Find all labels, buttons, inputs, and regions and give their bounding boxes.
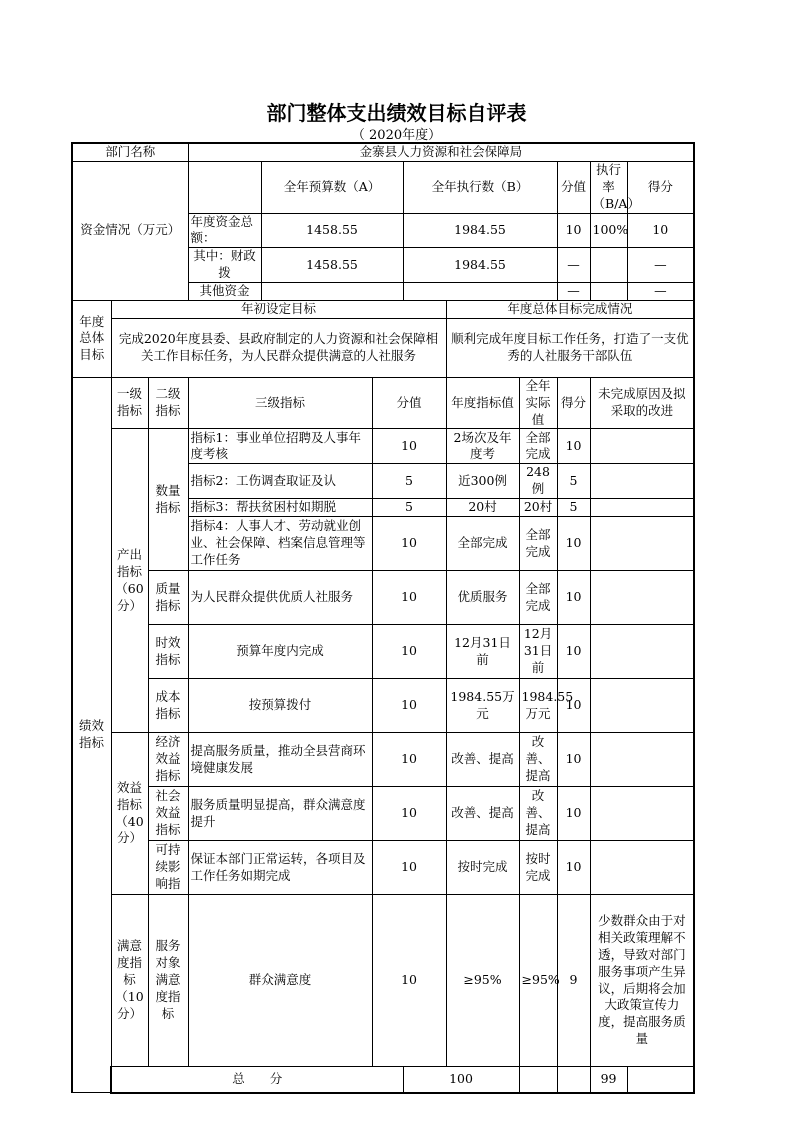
perf-l2-quality: 质量指标 bbox=[148, 571, 188, 625]
perf-l1-satisfaction: 满意度指标（10分） bbox=[111, 895, 148, 1067]
perf-reason bbox=[590, 464, 694, 499]
total-reason bbox=[627, 1067, 694, 1093]
funds-header-actual: 全年执行数（B） bbox=[403, 161, 557, 213]
perf-l2-quantity: 数量指标 bbox=[148, 429, 188, 571]
perf-reason bbox=[590, 679, 694, 733]
perf-l2-sustainable: 可持续影响指 bbox=[148, 841, 188, 895]
perf-score-value: 10 bbox=[372, 679, 446, 733]
perf-score: 10 bbox=[557, 841, 590, 895]
perf-score-value: 10 bbox=[372, 733, 446, 787]
perf-l3: 按预算拨付 bbox=[188, 679, 372, 733]
perf-target: 改善、提高 bbox=[446, 787, 519, 841]
perf-l2-timeliness: 时效指标 bbox=[148, 625, 188, 679]
funds-row-budget: 1458.55 bbox=[261, 248, 403, 283]
perf-score-value: 5 bbox=[372, 499, 446, 517]
funds-row-rate bbox=[590, 283, 627, 301]
perf-header-score: 得分 bbox=[557, 377, 590, 429]
perf-target: 2场次及年度考 bbox=[446, 429, 519, 464]
perf-score: 10 bbox=[557, 733, 590, 787]
funds-header-rate: 执行率（B/A） bbox=[590, 161, 627, 213]
funds-row-label: 其中：财政拨 bbox=[188, 248, 261, 283]
perf-actual: 全部完成 bbox=[519, 429, 557, 464]
perf-score-value: 10 bbox=[372, 787, 446, 841]
perf-l2-cost: 成本指标 bbox=[148, 679, 188, 733]
total-label: 总 分 bbox=[111, 1067, 403, 1093]
perf-l1-benefit: 效益指标（40分） bbox=[111, 733, 148, 895]
funds-row-actual: 1984.55 bbox=[403, 213, 557, 248]
perf-target: 按时完成 bbox=[446, 841, 519, 895]
perf-l3: 保证本部门正常运转，各项目及工作任务如期完成 bbox=[188, 841, 372, 895]
perf-actual: 改善、提高 bbox=[519, 733, 557, 787]
perf-actual: 改善、提高 bbox=[519, 787, 557, 841]
perf-reason bbox=[590, 499, 694, 517]
perf-reason: 少数群众由于对相关政策理解不透，导致对部门服务事项产生异议，后期将会加大政策宣传力度，提高服务质量 bbox=[590, 895, 694, 1067]
perf-l3: 指标2：工伤调查取证及认 bbox=[188, 464, 372, 499]
perf-reason bbox=[590, 787, 694, 841]
goal-completion-text: 顺利完成年度目标工作任务，打造了一支优秀的人社服务干部队伍 bbox=[446, 318, 694, 377]
funds-header-budget: 全年预算数（A） bbox=[261, 161, 403, 213]
perf-target: 全部完成 bbox=[446, 517, 519, 571]
perf-header-reason: 未完成原因及拟采取的改进 bbox=[590, 377, 694, 429]
funds-row-score-value: — bbox=[557, 283, 590, 301]
perf-score-value: 5 bbox=[372, 464, 446, 499]
goal-initial-text: 完成2020年度县委、县政府制定的人力资源和社会保障相关工作目标任务，为人民群众提供满意的人社服务 bbox=[111, 318, 446, 377]
perf-actual: 全部完成 bbox=[519, 517, 557, 571]
perf-l3: 预算年度内完成 bbox=[188, 625, 372, 679]
perf-label: 绩效指标 bbox=[72, 377, 111, 1092]
perf-target: ≥95% bbox=[446, 895, 519, 1067]
perf-score-value: 10 bbox=[372, 517, 446, 571]
goal-completion-header: 年度总体目标完成情况 bbox=[446, 300, 694, 318]
perf-score-value: 10 bbox=[372, 895, 446, 1067]
perf-l3: 指标1：事业单位招聘及人事年度考核 bbox=[188, 429, 372, 464]
perf-score-value: 10 bbox=[372, 429, 446, 464]
total-actual bbox=[557, 1067, 590, 1093]
perf-header-l2: 二级指标 bbox=[148, 377, 188, 429]
perf-l3: 提高服务质量，推动全县营商环境健康发展 bbox=[188, 733, 372, 787]
perf-l1-output: 产出指标（60分） bbox=[111, 429, 148, 733]
perf-l3: 指标4：人事人才、劳动就业创业、社会保障、档案信息管理等工作任务 bbox=[188, 517, 372, 571]
perf-target: 改善、提高 bbox=[446, 733, 519, 787]
perf-target: 12月31日前 bbox=[446, 625, 519, 679]
perf-score: 5 bbox=[557, 499, 590, 517]
dept-label: 部门名称 bbox=[72, 143, 188, 161]
perf-target: 1984.55万元 bbox=[446, 679, 519, 733]
report-year: （ 2020年度） bbox=[351, 128, 442, 143]
perf-l3: 群众满意度 bbox=[188, 895, 372, 1067]
perf-reason bbox=[590, 571, 694, 625]
total-target bbox=[519, 1067, 557, 1093]
perf-header-score-value: 分值 bbox=[372, 377, 446, 429]
perf-reason bbox=[590, 841, 694, 895]
perf-header-actual: 全年实际值 bbox=[519, 377, 557, 429]
funds-header-blank bbox=[188, 161, 261, 213]
funds-row-budget: 1458.55 bbox=[261, 213, 403, 248]
total-score: 99 bbox=[590, 1067, 627, 1093]
perf-score: 9 bbox=[557, 895, 590, 1067]
perf-target: 20村 bbox=[446, 499, 519, 517]
funds-header-score: 得分 bbox=[627, 161, 694, 213]
perf-actual: 248例 bbox=[519, 464, 557, 499]
funds-row-actual: 1984.55 bbox=[403, 248, 557, 283]
funds-row-score: — bbox=[627, 283, 694, 301]
perf-actual: 20村 bbox=[519, 499, 557, 517]
perf-l3: 指标3：帮扶贫困村如期脱 bbox=[188, 499, 372, 517]
perf-score: 10 bbox=[557, 679, 590, 733]
funds-row-rate: 100% bbox=[590, 213, 627, 248]
perf-target: 优质服务 bbox=[446, 571, 519, 625]
goal-initial-header: 年初设定目标 bbox=[111, 300, 446, 318]
funds-label: 资金情况（万元） bbox=[72, 161, 188, 300]
funds-row-rate bbox=[590, 248, 627, 283]
total-score-value: 100 bbox=[403, 1067, 519, 1093]
perf-score: 10 bbox=[557, 429, 590, 464]
perf-header-l3: 三级指标 bbox=[188, 377, 372, 429]
perf-score: 10 bbox=[557, 787, 590, 841]
page-title: 部门整体支出绩效目标自评表 bbox=[266, 101, 527, 125]
funds-row-label: 年度资金总额： bbox=[188, 213, 261, 248]
perf-actual: 按时完成 bbox=[519, 841, 557, 895]
perf-l2-service-satisfaction: 服务对象满意度指标 bbox=[148, 895, 188, 1067]
perf-l2-social: 社会效益指标 bbox=[148, 787, 188, 841]
perf-reason bbox=[590, 429, 694, 464]
perf-actual: 全部完成 bbox=[519, 571, 557, 625]
perf-score-value: 10 bbox=[372, 571, 446, 625]
perf-score: 10 bbox=[557, 517, 590, 571]
perf-l2-economic: 经济效益指标 bbox=[148, 733, 188, 787]
perf-score: 5 bbox=[557, 464, 590, 499]
perf-reason bbox=[590, 625, 694, 679]
perf-score-value: 10 bbox=[372, 625, 446, 679]
perf-header-l1: 一级指标 bbox=[111, 377, 148, 429]
perf-l3: 服务质量明显提高，群众满意度提升 bbox=[188, 787, 372, 841]
dept-value: 金寨县人力资源和社会保障局 bbox=[188, 143, 694, 161]
perf-actual: 1984.55万元 bbox=[519, 679, 557, 733]
perf-l3: 为人民群众提供优质人社服务 bbox=[188, 571, 372, 625]
funds-row-actual bbox=[403, 283, 557, 301]
funds-row-score-value: — bbox=[557, 248, 590, 283]
perf-reason bbox=[590, 517, 694, 571]
perf-target: 近300例 bbox=[446, 464, 519, 499]
perf-score: 10 bbox=[557, 625, 590, 679]
perf-score-value: 10 bbox=[372, 841, 446, 895]
evaluation-table bbox=[71, 142, 695, 1094]
goal-label: 年度总体目标 bbox=[72, 300, 111, 377]
funds-row-score: — bbox=[627, 248, 694, 283]
perf-score: 10 bbox=[557, 571, 590, 625]
perf-actual: ≥95% bbox=[519, 895, 557, 1067]
funds-row-label: 其他资金 bbox=[188, 283, 261, 301]
funds-row-score: 10 bbox=[627, 213, 694, 248]
perf-actual: 12月31日前 bbox=[519, 625, 557, 679]
funds-row-budget bbox=[261, 283, 403, 301]
perf-header-target: 年度指标值 bbox=[446, 377, 519, 429]
funds-row-score-value: 10 bbox=[557, 213, 590, 248]
perf-reason bbox=[590, 733, 694, 787]
funds-header-score-value: 分值 bbox=[557, 161, 590, 213]
